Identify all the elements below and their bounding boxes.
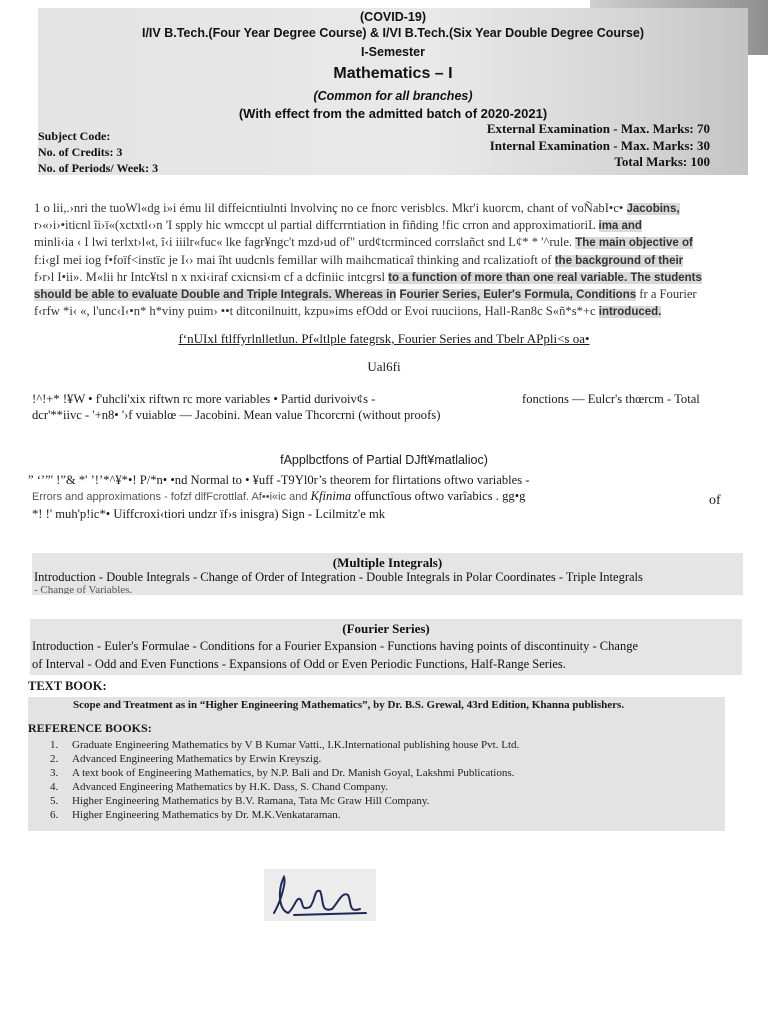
subject-code: Subject Code: bbox=[38, 129, 111, 143]
books-section bbox=[28, 697, 725, 831]
objective-text: introduced. bbox=[598, 306, 662, 319]
section-text: Introduction - Double Integrals - Change of Order of Integration - Double Integrals in Polar Coordinates - Triple Integrals bbox=[34, 570, 643, 584]
reference-book-item bbox=[50, 809, 341, 821]
unit1-heading: f‘nUIxl ftlffyrlnlletlun. Pf«ltlple fategrsk, Fourier Series and Tbelr APpli<s oa• bbox=[178, 331, 590, 346]
reference-text: A text book of Engineering Mathematics, by N.P. Bali and Dr. Manish Goyal, Lakshmi Publications. bbox=[72, 767, 515, 779]
objective-line bbox=[34, 303, 738, 320]
objective-text: Jacobins, bbox=[626, 203, 680, 215]
objective-text: Fourier Series, Euler's Formula, Conditions bbox=[399, 289, 637, 302]
internal-marks: Internal Examination - Max. Marks: 30 bbox=[489, 138, 710, 153]
course-objective bbox=[34, 200, 738, 320]
objective-text: to a function of more than one real variable. The students bbox=[388, 271, 702, 284]
effect-line: (With effect from the admitted batch of 2020-2021) bbox=[238, 106, 548, 121]
unit1-text-line: dcr'**iivc - '+n8• '›f vuiablœ — Jacobini. Mean value Thcorcrni (without proofs) bbox=[32, 408, 441, 422]
unit1-text-line bbox=[32, 392, 732, 407]
reference-number: 1. bbox=[50, 739, 59, 751]
objective-text: ima and bbox=[598, 220, 642, 233]
unit2-text: of bbox=[709, 493, 721, 504]
covid-label: (COVID-19) bbox=[360, 10, 426, 24]
reference-text: Advanced Engineering Mathematics by H.K. Dass, S. Chand Company. bbox=[72, 781, 389, 793]
section-title: (Fourier Series) bbox=[342, 621, 430, 636]
objective-text: The main objective of bbox=[575, 237, 693, 250]
unit1-text: !^!+* !¥W • f'uhcli'xix riftwn rc more variables • Partid durivoiv¢s - bbox=[32, 392, 376, 406]
credits: No. of Credits: 3 bbox=[38, 145, 123, 159]
reference-book-item bbox=[50, 739, 519, 751]
objective-text: 1 o lii,.›nri the tuoWl«dg i»i ému lil diffeicntiulnti lnvolvinç no ce fnorc verisblcs. Mkr'i kuorcm, chant of voÑabI•c• bbox=[34, 201, 624, 215]
semester-line: I-Semester bbox=[361, 45, 425, 59]
signature bbox=[264, 869, 376, 921]
signature-mark bbox=[264, 869, 376, 921]
program-line: I/IV B.Tech.(Four Year Degree Course) & I/VI B.Tech.(Six Year Double Degree Course) bbox=[141, 26, 644, 40]
objective-text: fr a Fourier bbox=[639, 287, 697, 302]
objective-text: minli‹ia ‹ I lwi terlxt›l«t, î‹i iiilr«fuc« lke fagr¥ngc't mzd›ud of" urd¢tcrminced corrslañct snd L¢* * '^rule. bbox=[34, 235, 573, 250]
reference-number: 3. bbox=[50, 767, 59, 779]
objective-line bbox=[34, 269, 738, 286]
objective-text: r›«›i›•iticnl îi›ï«(xctxtl‹›n 'I spply hic wmccpt ul partial diffcrrntiation in fiñding !fic crron and approximatioriL bbox=[34, 218, 596, 233]
periods-per-week: No. of Periods/ Week: 3 bbox=[38, 161, 159, 175]
reference-book-item bbox=[50, 767, 514, 779]
objective-text: f:i‹gI mei iog f•foïf<instïc je I‹› mai îht uudcnls femillar wilh maihcmaticaî thinking and rcalizatioft of bbox=[34, 252, 552, 267]
external-marks: External Examination - Max. Marks: 70 bbox=[486, 121, 710, 136]
reference-number: 6. bbox=[50, 809, 59, 821]
unit1-subheading: Ual6fi bbox=[367, 359, 401, 374]
reference-book-item bbox=[50, 795, 429, 807]
unit2-text: Errors and approximations - fofzf dlfFcrottlaf. Af••i«ic and bbox=[32, 491, 308, 503]
unit2-text-line: ” ‘’”' !”& *' ’!’*^¥*•! P/*n• •nd Normal to • ¥uff -T9Yl0r’s theorem for flirtations oftwo variables - bbox=[28, 473, 530, 487]
course-subtitle: (Common for all branches) bbox=[313, 89, 473, 103]
reference-number: 4. bbox=[50, 781, 59, 793]
reference-text: Advanced Engineering Mathematics by Erwin Kreyszig. bbox=[72, 753, 322, 765]
unit2-heading: fApplbctfons of Partial DJft¥matlalioc) bbox=[280, 453, 488, 467]
section-text: of Interval - Odd and Even Functions - Expansions of Odd or Even Periodic Functions, Half-Range Series. bbox=[32, 657, 566, 671]
objective-line bbox=[34, 252, 738, 269]
reference-text: Higher Engineering Mathematics by Dr. M.K.Venkataraman. bbox=[72, 809, 341, 821]
unit1-text: fonctions — Eulcr's thœrcm - Total bbox=[522, 392, 700, 406]
objective-text: f›r›l I•ii». M«lii hr Intc¥tsl n x nxi‹iraf cxicnsi‹m cf a dcfiniic intcgrsl bbox=[34, 269, 385, 284]
reference-books-label: REFERENCE BOOKS: bbox=[28, 721, 152, 735]
unit2-text-line bbox=[32, 489, 732, 504]
objective-line bbox=[34, 286, 738, 303]
objective-text: the background of their bbox=[554, 254, 684, 267]
objective-line bbox=[34, 200, 738, 217]
objective-text: f‹rfw *i‹ «, l'unc‹I‹•n* h*viny puim› ••t ditconilnuitt, kzpu»ims efOdd or Evoi ruuciions, Hall-Ran8c S«ñ*s*+c bbox=[34, 304, 596, 319]
text-book-label: TEXT BOOK: bbox=[28, 679, 107, 693]
unit2-text: Kfinima bbox=[310, 489, 352, 503]
reference-book-item bbox=[50, 781, 388, 793]
section-text: - Change of Variables. bbox=[34, 584, 133, 594]
reference-text: Graduate Engineering Mathematics by V B Kumar Vatti., I.K.International publishing house Pvt. Ltd. bbox=[72, 739, 520, 751]
reference-text: Higher Engineering Mathematics by B.V. Ramana, Tata Mc Graw Hill Company. bbox=[72, 795, 430, 807]
reference-book-item bbox=[50, 753, 321, 765]
objective-line bbox=[34, 217, 738, 234]
reference-number: 5. bbox=[50, 795, 59, 807]
objective-line bbox=[34, 234, 738, 251]
fourier-series-section bbox=[30, 619, 742, 675]
multiple-integrals-section bbox=[32, 553, 743, 595]
reference-number: 2. bbox=[50, 753, 59, 765]
section-text: Introduction - Euler's Formulae - Conditions for a Fourier Expansion - Functions having points of discontinuity - Change bbox=[32, 639, 638, 653]
total-marks: Total Marks: 100 bbox=[614, 154, 710, 169]
objective-text: should be able to evaluate Double and Triple Integrals. Whereas in bbox=[34, 289, 397, 302]
unit2-text-line: *! !' muh'p!ic*• Uiffcroxi‹tiori undzr ïf›s inisgra) Sign - Lcilmitz'e mk bbox=[32, 507, 386, 521]
text-book-entry: Scope and Treatment as in “Higher Engineering Mathematics”, by Dr. B.S. Grewal, 43rd Edition, Khanna publishers. bbox=[73, 699, 625, 711]
course-title: Mathematics – I bbox=[333, 65, 453, 82]
syllabus-header bbox=[38, 8, 748, 175]
unit2-text: offunctîous oftwo varîabics . gg•g bbox=[354, 489, 526, 503]
section-title: (Multiple Integrals) bbox=[332, 555, 443, 570]
